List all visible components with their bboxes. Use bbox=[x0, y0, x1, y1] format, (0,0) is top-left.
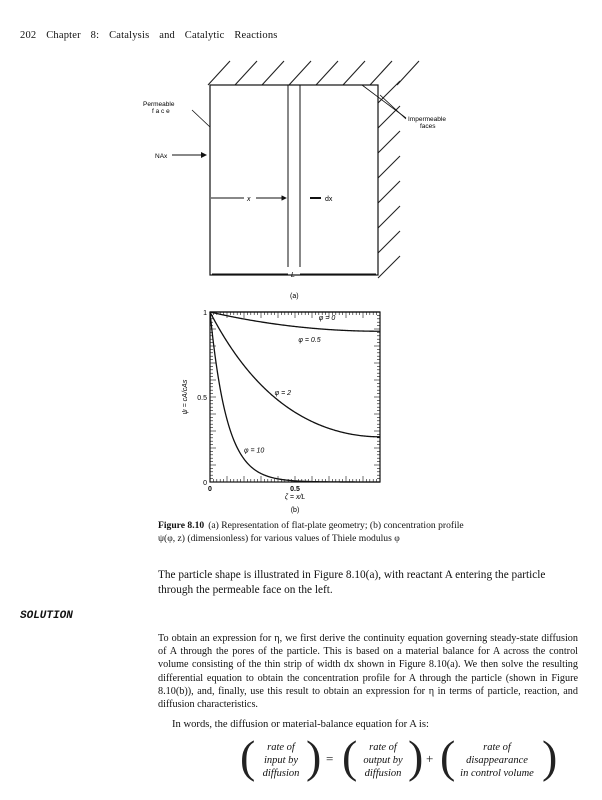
y-axis-label: ψ = cA/cAs bbox=[182, 379, 189, 415]
y-tick-label: 1 bbox=[203, 310, 207, 317]
x-tick-label: 0 bbox=[208, 486, 212, 493]
permeable-label-1: Permeable bbox=[143, 101, 175, 108]
left-paren-2: ( bbox=[342, 731, 358, 782]
paragraph-solution-approach: To obtain an expression for η, we first derive the continuity equation governing steady-state diffusion of A through the pores of the particle. This is based on a material balance for A across the control volume consisting of the thin strip of width dx shown in Figure 8.10(a). We then solve the resulting differential equation to obtain the concentration profile for A through the particle (shown in Figure 8.10(b)), and, finally, use this result to obtain an expression for η in terms of particle, reaction, and diffusion characteristics. bbox=[158, 633, 578, 711]
figure-b-concentration-chart bbox=[165, 300, 410, 518]
page-number: 202 bbox=[20, 30, 37, 41]
material-balance-word-equation bbox=[158, 731, 578, 785]
permeable-label-2: f a c e bbox=[152, 108, 170, 115]
series-label-phi-0: φ = 0 bbox=[318, 315, 336, 323]
plot-frame bbox=[210, 312, 380, 482]
equation-term-input: rate of input by diffusion bbox=[262, 742, 300, 779]
figure-caption bbox=[158, 519, 478, 545]
series-label-phi-10: φ = 10 bbox=[244, 447, 265, 455]
solution-heading: SOLUTION bbox=[20, 610, 73, 622]
y-tick-label: 0 bbox=[203, 480, 207, 487]
series-label-phi-2: φ = 2 bbox=[274, 389, 292, 397]
L-dimension-label: L bbox=[291, 272, 295, 279]
impermeable-label-1: Impermeable bbox=[408, 116, 446, 123]
paragraph-in-words: In words, the diffusion or material-balance equation for A is: bbox=[172, 719, 429, 730]
caption-label: Figure 8.10 bbox=[158, 520, 205, 531]
equation-term-disappearance: rate of disappearance in control volume bbox=[460, 742, 534, 779]
right-paren-1: ) bbox=[306, 731, 322, 782]
right-paren-3: ) bbox=[542, 731, 558, 782]
x-dimension-label: x bbox=[247, 196, 251, 203]
x-tick-label: 0.5 bbox=[290, 486, 300, 493]
left-paren-3: ( bbox=[440, 731, 456, 782]
equals-sign: = bbox=[326, 751, 334, 766]
figure-b-sublabel: (b) bbox=[290, 507, 300, 514]
input-flux-label: NAx bbox=[155, 153, 168, 160]
y-tick-label: 0.5 bbox=[197, 395, 207, 402]
left-paren-1: ( bbox=[240, 731, 256, 782]
series-curves bbox=[210, 312, 380, 482]
x-axis-label: ζ = x/L bbox=[284, 494, 306, 501]
series-line-phi-10 bbox=[210, 312, 380, 482]
figure-a-flat-plate bbox=[140, 55, 460, 300]
paragraph-particle-shape: The particle shape is illustrated in Figure 8.10(a), with reactant A entering the particle through the permeable face on the left. bbox=[158, 569, 546, 596]
caption-text: (a) Representation of flat-plate geometry; (b) concentration profile ψ(φ, z) (dimensionless) for various values of Thiele modulus φ bbox=[158, 520, 464, 544]
equation-term-output: rate of output by diffusion bbox=[363, 742, 403, 779]
plus-sign: + bbox=[426, 751, 434, 766]
right-paren-2: ) bbox=[408, 731, 424, 782]
impermeable-label-2: faces bbox=[420, 123, 436, 130]
running-header: 202 Chapter 8: Catalysis and Catalytic Reactions bbox=[20, 30, 278, 41]
figure-a-sublabel: (a) bbox=[290, 293, 299, 300]
series-label-phi-0-5: φ = 0.5 bbox=[298, 337, 321, 345]
dx-label: dx bbox=[325, 196, 333, 203]
